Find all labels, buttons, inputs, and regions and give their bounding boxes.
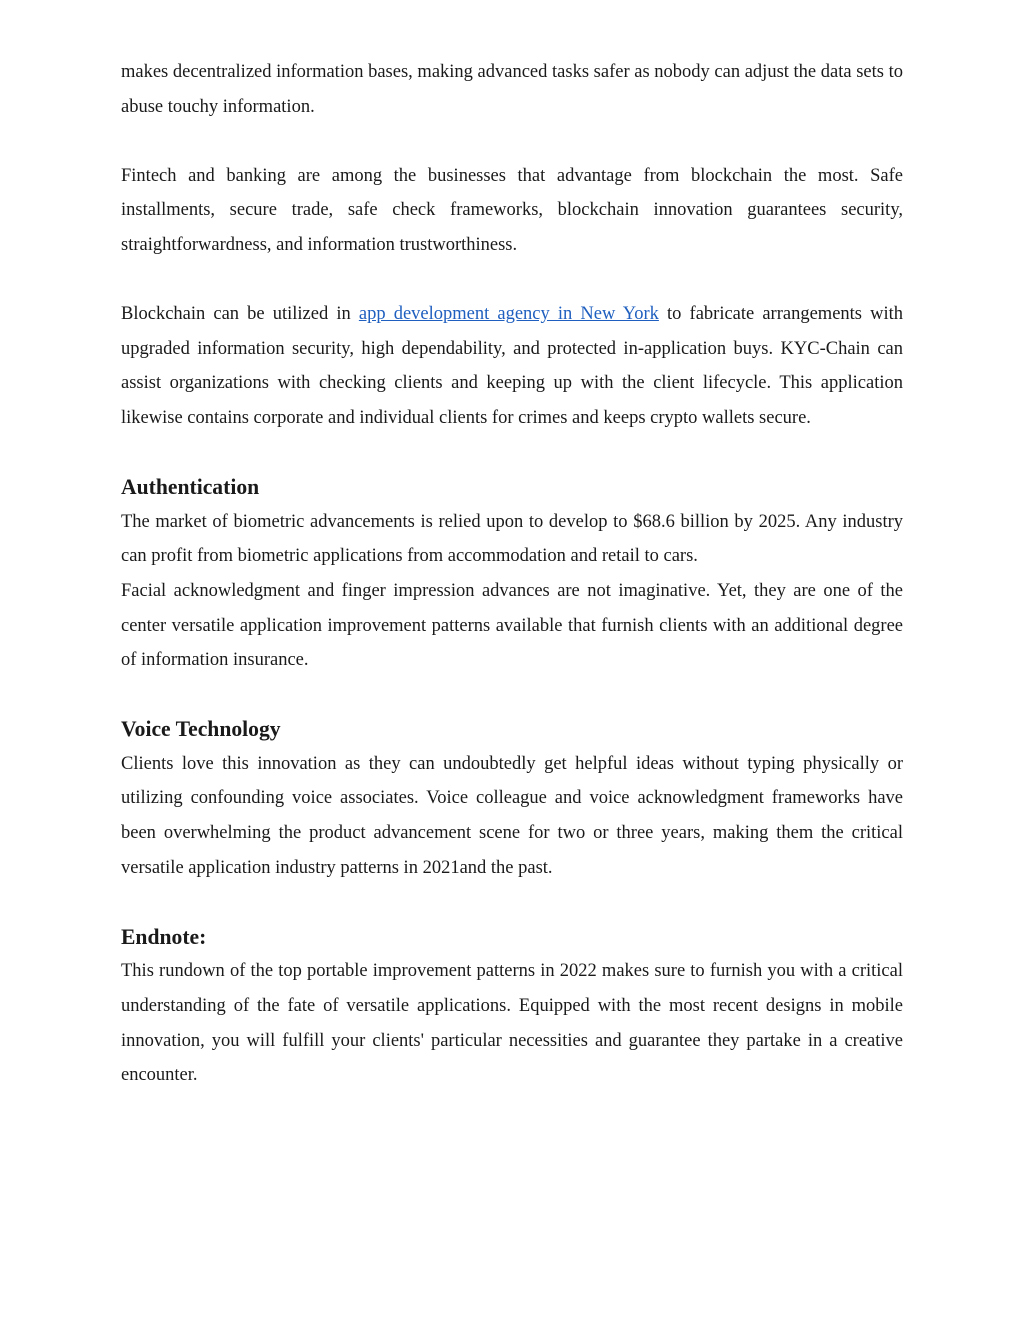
paragraph-biometric-market: The market of biometric advancements is relied upon to develop to $68.6 billion by 2025. Any industry can profit from biometric applications from accommodation and retail to cars.: [121, 511, 903, 567]
document-page: [121, 55, 903, 1127]
paragraph-facial-recognition: Facial acknowledgment and finger impression advances are not imaginative. Yet, they are one of the center versatile application improvement patterns available that furnish clients with an additional degree of information insurance.: [121, 580, 903, 671]
paragraph-blockchain-app: [121, 297, 903, 435]
app-development-agency-link[interactable]: app development agency in New York: [358, 304, 659, 325]
heading-endnote: Endnote:: [121, 924, 207, 949]
heading-voice-technology: Voice Technology: [121, 717, 281, 742]
heading-authentication: Authentication: [121, 475, 260, 500]
paragraph-fintech: Fintech and banking are among the businesses that advantage from blockchain the most. Safe installments, secure trade, safe check frameworks, blockchain innovation guarantees security, straightforwardness, and information trustworthiness.: [121, 165, 903, 255]
paragraph-endnote: This rundown of the top portable improvement patterns in 2022 makes sure to furnish you with a critical understanding of the fate of versatile applications. Equipped with the most recent designs in mobile innovation, you will fulfill your clients' particular necessities and guarantee they partake in a creative encounter.: [121, 961, 903, 1086]
paragraph-decentralized: makes decentralized information bases, making advanced tasks safer as nobody can adjust the data sets to abuse touchy information.: [121, 62, 903, 117]
paragraph-voice-technology: Clients love this innovation as they can undoubtedly get helpful ideas without typing physically or utilizing confounding voice associates. Voice colleague and voice acknowledgment frameworks have been overwhelming the product advancement scene for two or three years, making them the critical versatile application industry patterns in 2021and the past.: [121, 753, 903, 878]
paragraph-blockchain-intro: Blockchain can be utilized in: [121, 304, 359, 325]
paragraph-blockchain-rest: to fabricate arrangements with upgraded information security, high dependability, and protected in-application buys. KYC-Chain can assist organizations with checking clients and keeping up with the client lifecycle. This application likewise contains corporate and individual clients for crimes and keeps crypto wallets secure.: [121, 304, 904, 428]
